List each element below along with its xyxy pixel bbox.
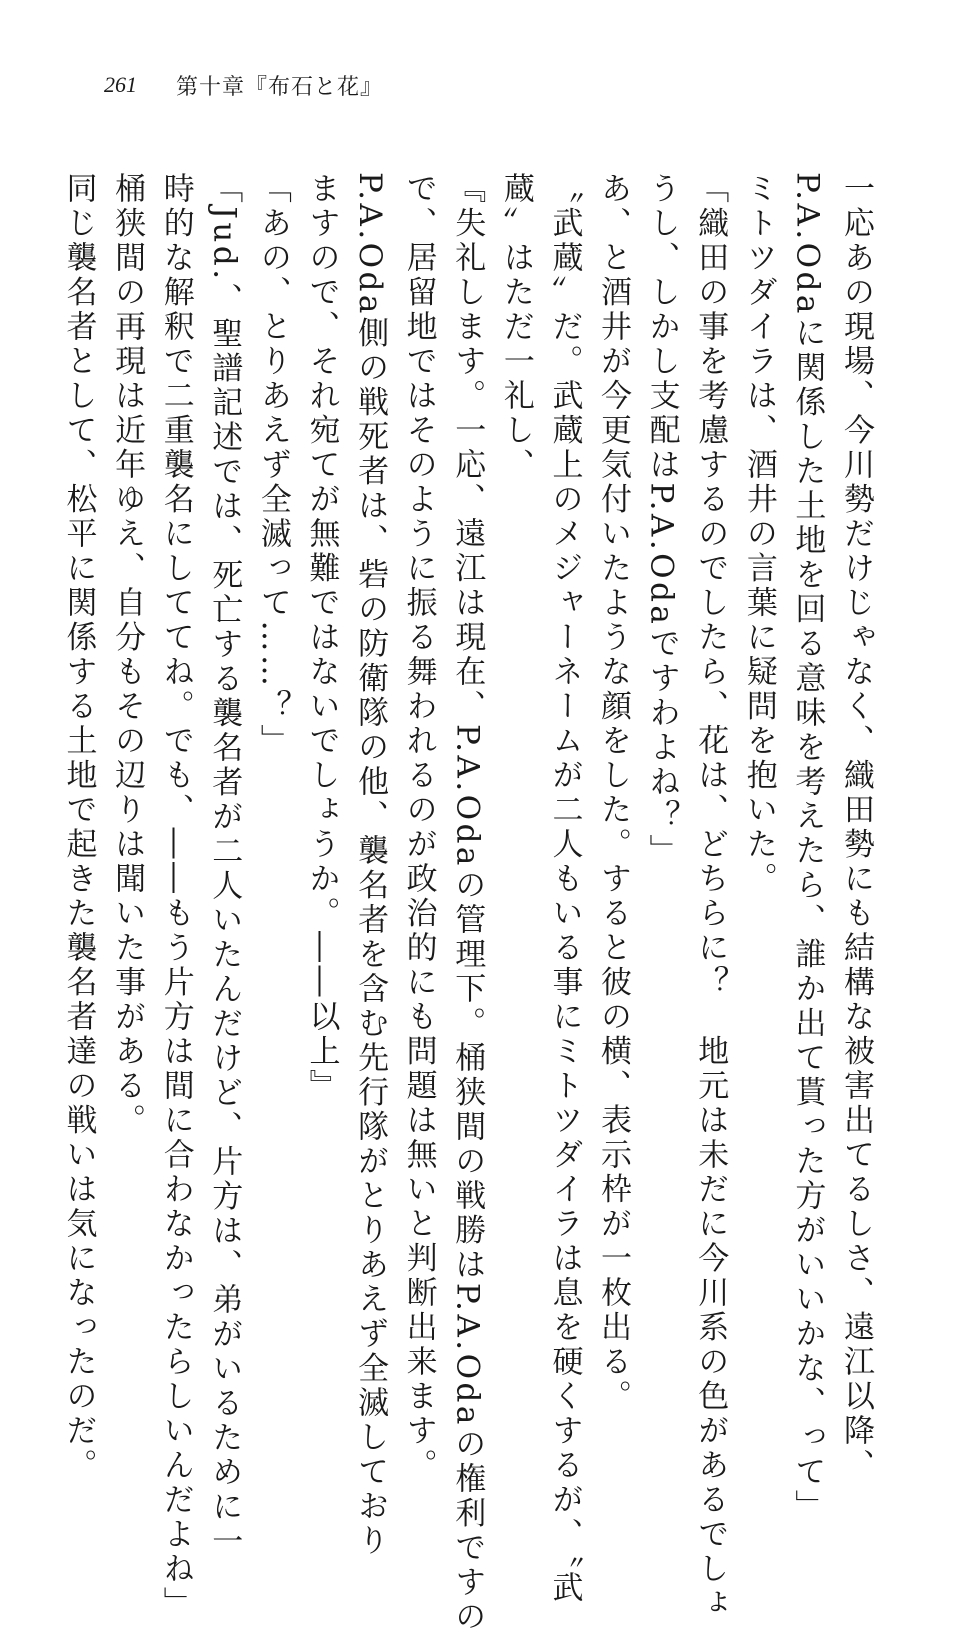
chapter-title: 第十章『布石と花』 [176,75,384,100]
text-line-16: 桶狭間の再現は近年ゆえ、自分もその辺りは聞いた事がある。 [109,172,146,1138]
text-line-13: 「あの、とりあえず全滅って……？」 [254,172,291,759]
text-line-14: 「Jud.、聖譜記述では、死亡する襲名者が二人いたんだけど、片方は、弟がいるために一 [206,172,243,1560]
text-line-10: で、居留地ではそのように振る舞われるのが政治的にも問題は無いと判断出来ます。 [400,172,437,1483]
text-line-4: 「織田の事を考慮するのでしたら、花は、どちらに？ 地元は未だに今川系の色があるでしょ [692,172,729,1621]
text-line-3: ミトツダイラは、酒井の言葉に疑問を抱いた。 [740,172,777,897]
text-line-6: あ、と酒井が今更気付いたような顔をした。すると彼の横、表示枠が一枚出る。 [595,172,632,1414]
text-line-2: P.A.Odaに関係した土地を回る意味を考えたら、誰か出て貰った方がいいかな、って」 [789,172,826,1525]
text-line-15: 時的な解釈で二重襲名にしててね。でも、――もう片方は間に合わなかったらしいんだよね」 [157,172,194,1621]
text-line-9: 『失礼します。一応、遠江は現在、P.A.Odaの管理下。桶狭間の戦勝はP.A.Odaの権利ですの [449,172,486,1635]
page-number: 261 [104,72,137,97]
text-line-12: ますので、それ宛てが無難ではないでしょうか。――以上』 [303,172,340,1104]
text-line-11: P.A.Oda側の戦死者は、砦の防衛隊の他、襲名者を含む先行隊がとりあえず全滅しており [352,172,389,1559]
vertical-body-text [54,172,880,1635]
text-line-8: 蔵〟はただ一礼し、 [497,172,534,483]
text-line-5: うし、しかし支配はP.A.Odaですわよね？」 [643,172,680,869]
text-line-17: 同じ襲名者として、松平に関係する土地で起きた襲名者達の戦いは気になったのだ。 [60,172,97,1483]
text-line-1: 一応あの現場、今川勢だけじゃなく、織田勢にも結構な被害出てるしさ、遠江以降、 [838,172,874,1483]
text-line-7: 〝武蔵〟だ。武蔵上のメジャーネームが二人もいる事にミトツダイラは息を硬くするが、〝武 [546,172,583,1606]
